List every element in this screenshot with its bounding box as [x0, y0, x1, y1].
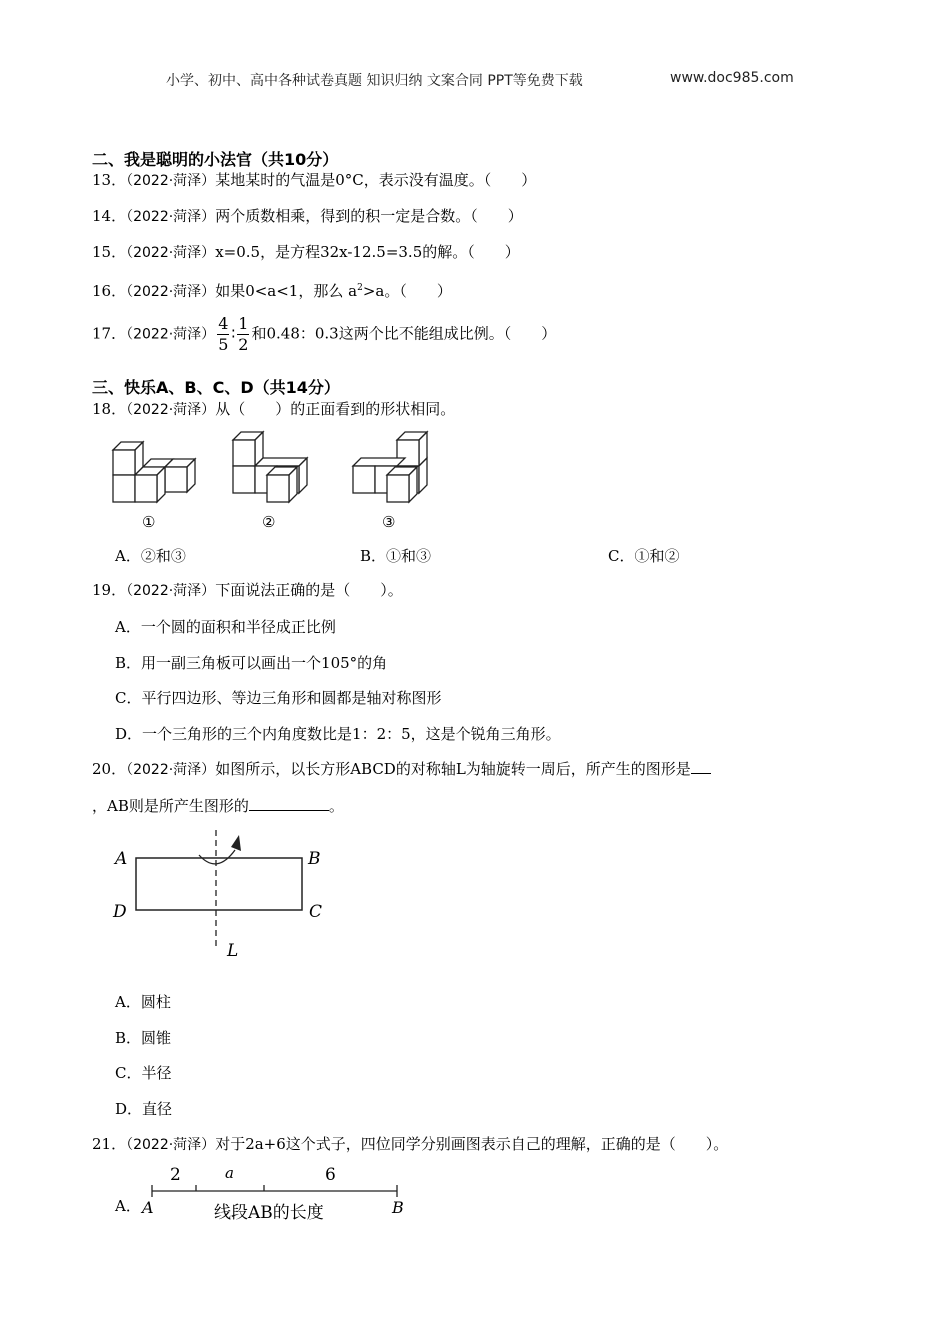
axis-label-l: L [227, 941, 239, 961]
ratio-colon: ∶ [231, 324, 236, 343]
cube-figure-1 [113, 442, 195, 502]
cube-figure-2 [233, 432, 307, 502]
figure-label-3: ③ [382, 513, 396, 531]
endpoint-label-b: B [392, 1198, 404, 1217]
rectangle-rotation-figure [105, 825, 335, 965]
question-text: 和0.48：0.3这两个比不能组成比例。（ ） [251, 324, 557, 343]
question-number: 20． [92, 760, 127, 778]
q19-option-c[interactable]: C．平行四边形、等边三角形和圆都是轴对称图形 [115, 689, 442, 707]
question-text: 某地某时的气温是0°C，表示没有温度。（ ） [215, 171, 537, 189]
figure-label-1: ① [142, 513, 156, 531]
source-tag: （2022·菏泽） [126, 245, 216, 261]
question-17 [92, 314, 556, 355]
question-14 [92, 206, 523, 227]
cube-figure-3 [353, 432, 427, 502]
question-text: 对于2a+6这个式子，四位同学分别画图表示自己的理解，正确的是（ ）。 [215, 1135, 729, 1153]
question-18 [92, 399, 455, 420]
question-20 [92, 759, 711, 780]
question-text-cont: ，AB则是所产生图形的 [92, 797, 249, 815]
question-number: 14． [92, 207, 127, 225]
question-19 [92, 580, 403, 601]
q19-option-b[interactable]: B．用一副三角板可以画出一个105°的角 [115, 654, 388, 672]
question-number: 15． [92, 243, 127, 261]
source-tag: （2022·菏泽） [126, 762, 216, 778]
q20-option-a[interactable]: A．圆柱 [115, 993, 171, 1011]
vertex-label-d: D [113, 902, 127, 922]
question-text: 从（ ）的正面看到的形状相同。 [215, 400, 456, 418]
q21-option-a[interactable]: A． [115, 1197, 141, 1215]
q20-option-c[interactable]: C．半径 [115, 1064, 172, 1082]
answer-blank-2[interactable] [249, 796, 329, 811]
source-tag: （2022·菏泽） [126, 402, 216, 418]
q18-option-a[interactable]: A．②和③ [115, 547, 186, 565]
question-number: 21． [92, 1135, 127, 1153]
figure-label-2: ② [262, 513, 276, 531]
endpoint-label-a: A [142, 1198, 154, 1217]
question-text: 如图所示，以长方形ABCD的对称轴L为轴旋转一周后，所产生的图形是 [215, 760, 691, 778]
header-url[interactable]: www.doc985.com [670, 70, 794, 86]
q19-option-d[interactable]: D．一个三角形的三个内角度数比是1：2：5，这是个锐角三角形。 [115, 725, 561, 743]
question-text: x=0.5，是方程32x-12.5=3.5的解。（ ） [215, 243, 520, 261]
header-left-text: 小学、初中、高中各种试卷真题 知识归纳 文案合同 PPT等免费下载 [166, 73, 583, 89]
question-21 [92, 1134, 728, 1155]
answer-blank-1[interactable] [691, 759, 711, 774]
question-number: 16． [92, 282, 127, 300]
arrow-head-icon [231, 835, 241, 851]
question-number: 13． [92, 171, 127, 189]
source-tag: （2022·菏泽） [126, 1137, 216, 1153]
q18-option-b[interactable]: B．①和③ [360, 547, 432, 565]
vertex-label-a: A [115, 849, 128, 869]
question-15 [92, 242, 520, 263]
question-16 [92, 278, 452, 302]
rotation-arrow-icon [199, 850, 235, 864]
question-20-line-2 [92, 796, 344, 816]
segment-figure [140, 1158, 420, 1228]
question-text-end: 。 [328, 797, 344, 815]
segment-label-a: a [225, 1164, 234, 1182]
question-text-post: >a。（ ） [362, 282, 452, 300]
source-tag: （2022·菏泽） [126, 326, 216, 343]
segment-label-6: 6 [325, 1165, 336, 1185]
section-title-2: 二、我是聪明的小法官（共10分） [92, 150, 339, 169]
vertex-label-c: C [309, 902, 323, 922]
question-text-pre: 如果0<a<1，那么 a [215, 282, 358, 300]
q19-option-a[interactable]: A．一个圆的面积和半径成正比例 [115, 618, 336, 636]
question-number: 19． [92, 581, 127, 599]
source-tag: （2022·菏泽） [126, 173, 216, 189]
section-title-3: 三、快乐A、B、C、D（共14分） [92, 378, 340, 397]
exponent: 2 [357, 283, 363, 293]
fraction-one-half: $\frac{1}{2}$ [238, 314, 249, 354]
source-tag: （2022·菏泽） [126, 583, 216, 599]
source-tag: （2022·菏泽） [126, 209, 216, 225]
vertex-label-b: B [308, 849, 321, 869]
source-tag: （2022·菏泽） [126, 284, 216, 300]
question-number: 18． [92, 400, 127, 418]
segment-caption: 线段AB的长度 [214, 1203, 324, 1223]
question-text: 下面说法正确的是（ ）。 [215, 581, 403, 599]
q20-option-b[interactable]: B．圆锥 [115, 1029, 172, 1047]
question-13 [92, 170, 536, 191]
question-number: 17． [92, 324, 127, 343]
fraction-four-fifths: $\frac{4}{5}$ [218, 314, 229, 354]
q20-option-d[interactable]: D．直径 [115, 1100, 173, 1118]
segment-label-2: 2 [170, 1165, 181, 1185]
q18-option-c[interactable]: C．①和② [608, 547, 680, 565]
question-text: 两个质数相乘，得到的积一定是合数。（ ） [215, 207, 523, 225]
rectangle-abcd [136, 858, 302, 910]
